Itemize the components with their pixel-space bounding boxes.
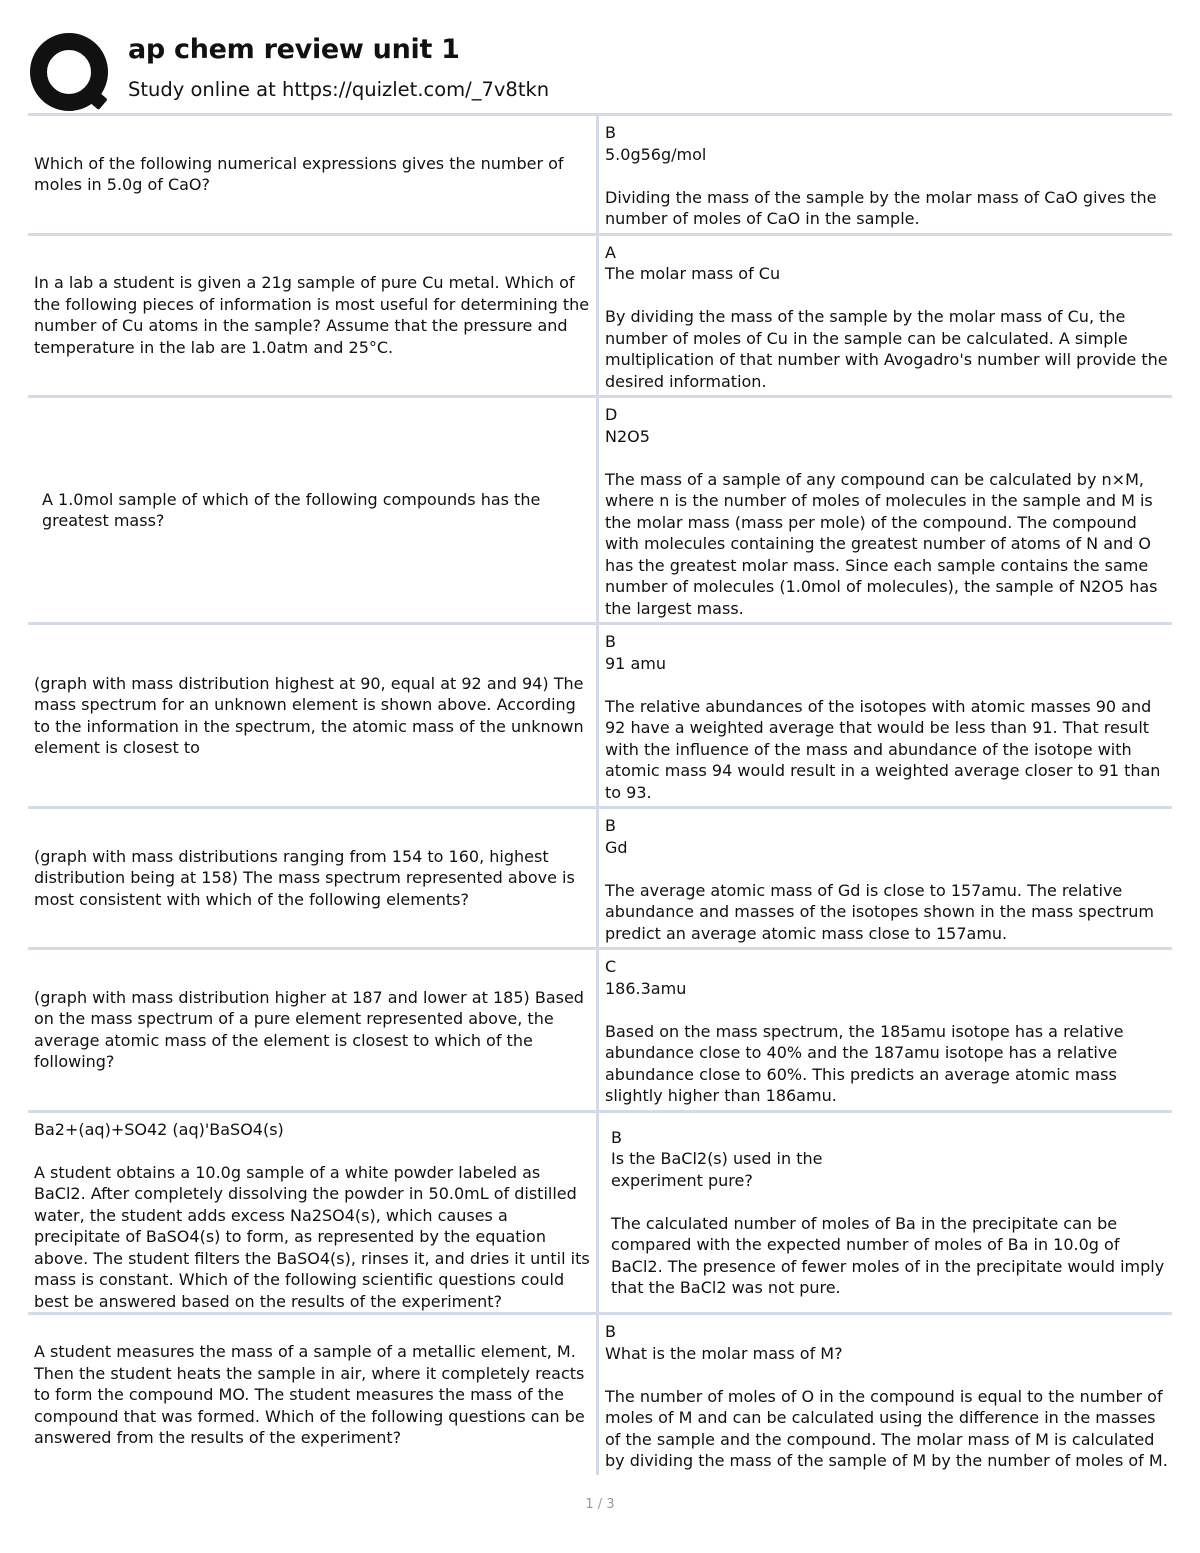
flashcard-list <box>28 113 1172 1475</box>
study-link-text: Study online at https://quizlet.com/_7v8tkn <box>128 78 550 101</box>
answer-explanation: The relative abundances of the isotopes with atomic masses 90 and 92 have a weighted average that would be less than 91. That result with the influence of the mass and abundance of the isotope with atomic mass 94 would result in a weighted average closer to 91 than to 93. <box>605 696 1161 802</box>
answer-text: The molar mass of Cu <box>605 264 781 283</box>
answer-text: N2O5 <box>605 426 650 446</box>
answer-explanation: By dividing the mass of the sample by the molar mass of Cu, the number of moles of Cu in the sample can be calculated. A simple multiplication of that number with Avogadro's number will provide the desired information. <box>605 307 1168 391</box>
card-question <box>28 950 596 1110</box>
answer-letter: B <box>605 816 616 835</box>
card-question <box>28 116 596 233</box>
answer-letter: B <box>605 123 616 142</box>
card-answer <box>596 625 1172 806</box>
card-question <box>28 398 596 622</box>
question-equation: Ba2+(aq)+SO42 (aq)'BaSO4(s) <box>34 1119 284 1139</box>
flashcard <box>28 233 1172 396</box>
card-answer <box>596 1113 1172 1313</box>
answer-letter: B <box>605 632 616 651</box>
question-text: (graph with mass distributions ranging from 154 to 160, highest distribution being at 158) The mass spectrum represented above is most consistent with which of the following elements? <box>34 846 575 909</box>
answer-explanation: The average atomic mass of Gd is close to 157amu. The relative abundance and masses of the isotopes shown in the mass spectrum predict an average atomic mass close to 157amu. <box>605 880 1154 943</box>
answer-explanation: The mass of a sample of any compound can be calculated by n×M, where n is the number of moles of molecules in the sample and M is the molar mass (mass per mole) of the compound. The compound with molecules containing the greatest number of atoms of N and O has the greatest molar mass. Since each sample contains the same number of molecules (1.0mol of molecules), the sample of N2O5 has the largest mass. <box>605 469 1158 618</box>
question-text: A student measures the mass of a sample of a metallic element, M. Then the student heats the sample in air, where it completely reacts to form the compound MO. The student measures the mass of the compound that was formed. Which of the following questions can be answered from the results of the experiment? <box>34 1342 585 1447</box>
page-header <box>30 28 1170 112</box>
card-answer <box>596 116 1172 233</box>
card-answer <box>596 398 1172 622</box>
card-answer <box>596 809 1172 947</box>
answer-explanation: Based on the mass spectrum, the 185amu isotope has a relative abundance close to 40% and the 187amu isotope has a relative abundance close to 60%. This predicts an average atomic mass slightly higher than 186amu. <box>605 1021 1124 1105</box>
page-title: ap chem review unit 1 <box>128 34 460 65</box>
card-question <box>28 1315 596 1475</box>
flashcard <box>28 113 1172 233</box>
flashcard <box>28 395 1172 622</box>
question-text: Which of the following numerical expressions gives the number of moles in 5.0g of CaO? <box>34 153 564 195</box>
answer-text: Gd <box>605 837 628 857</box>
page-number: 1 / 3 <box>585 1497 615 1512</box>
flashcard <box>28 947 1172 1110</box>
answer-letter: C <box>605 957 617 976</box>
question-text: A student obtains a 10.0g sample of a white powder labeled as BaCl2. After completely dissolving the powder in 50.0mL of distilled water, the student adds excess Na2SO4(s), which causes a precipitate of BaSO4(s) to form, as represented by the equation above. The student filters the BaSO4(s), rinses it, and dries it until its mass is constant. Which of the following scientific questions could best be answered based on the results of the experiment? <box>34 1162 590 1311</box>
answer-text: 91 amu <box>605 653 666 673</box>
flashcard <box>28 1312 1172 1475</box>
answer-letter: B <box>611 1127 622 1147</box>
answer-explanation: Dividing the mass of the sample by the molar mass of CaO gives the number of moles of CaO in the sample. <box>605 187 1157 228</box>
card-answer <box>596 236 1172 396</box>
card-answer <box>596 950 1172 1110</box>
answer-letter: A <box>605 242 616 262</box>
card-question <box>28 1113 596 1313</box>
answer-letter: B <box>605 1322 616 1341</box>
answer-explanation: The number of moles of O in the compound is equal to the number of moles of M and can be calculated using the difference in the masses of the sample and the compound. The molar mass of M is calculated by dividing the mass of the sample of M by the number of moles of M. <box>605 1386 1168 1470</box>
question-text: In a lab a student is given a 21g sample of pure Cu metal. Which of the following pieces of information is most useful for determining the number of Cu atoms in the sample? Assume that the pressure and temperature in the lab are 1.0atm and 25°C. <box>34 273 590 357</box>
answer-text: Is the BaCl2(s) used in the experiment pure? <box>611 1149 823 1190</box>
card-question <box>28 236 596 396</box>
flashcard <box>28 1110 1172 1313</box>
answer-explanation: The calculated number of moles of Ba in the precipitate can be compared with the expected number of moles of Ba in 10.0g of BaCl2. The presence of fewer moles of in the precipitate would imply that the BaCl2 was not pure. <box>611 1213 1165 1297</box>
flashcard <box>28 806 1172 947</box>
question-text: (graph with mass distribution highest at 90, equal at 92 and 94) The mass spectrum for an unknown element is shown above. According to the information in the spectrum, the atomic mass of the unknown element is closest to <box>34 673 584 757</box>
card-question <box>28 625 596 806</box>
flashcard <box>28 622 1172 806</box>
answer-text: 186.3amu <box>605 978 687 998</box>
answer-text: 5.0g56g/mol <box>605 144 707 164</box>
question-text: A 1.0mol sample of which of the following compounds has the greatest mass? <box>42 489 541 530</box>
card-question <box>28 809 596 947</box>
answer-text: What is the molar mass of M? <box>605 1343 843 1363</box>
card-answer <box>596 1315 1172 1475</box>
answer-letter: D <box>605 405 618 424</box>
question-text: (graph with mass distribution higher at 187 and lower at 185) Based on the mass spectrum of a pure element represented above, the average atomic mass of the element is closest to which of the following? <box>34 987 584 1072</box>
